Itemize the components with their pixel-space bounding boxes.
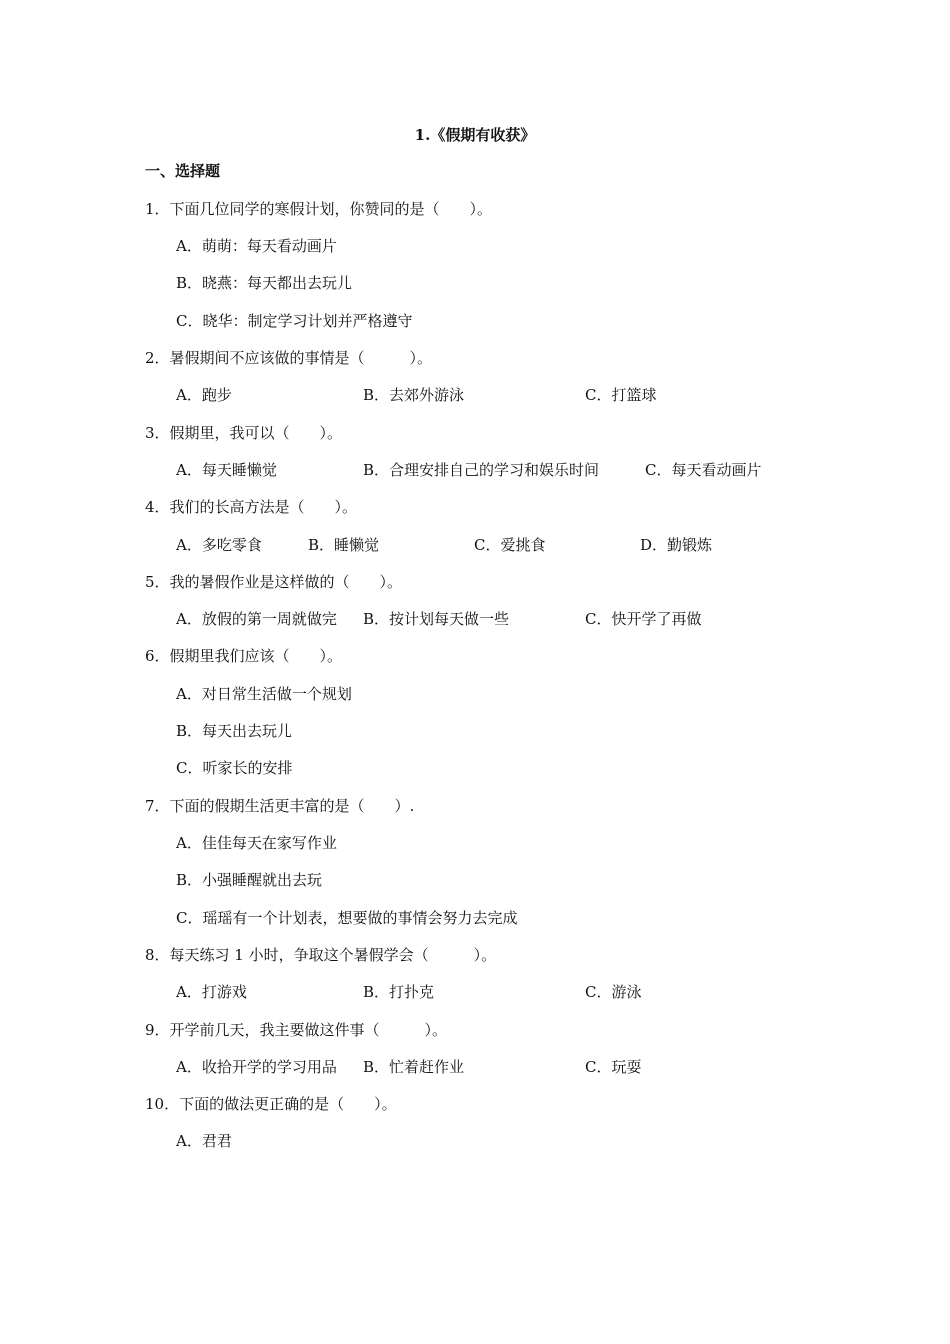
document-title: 1.《假期有收获》 — [414, 126, 536, 144]
question-9: 9．开学前几天，我主要做这件事（ ）。 — [145, 1021, 448, 1039]
q1-option-a: A．萌萌：每天看动画片 — [176, 237, 337, 255]
question-1: 1．下面几位同学的寒假计划，你赞同的是（ ）。 — [145, 200, 493, 218]
q3-option-a: A．每天睡懒觉 — [176, 461, 277, 479]
question-2: 2．暑假期间不应该做的事情是（ ）。 — [145, 349, 433, 367]
q8-option-b: B．打扑克 — [363, 983, 435, 1001]
q8-option-c: C．游泳 — [585, 983, 642, 1001]
q7-option-b: B．小强睡醒就出去玩 — [176, 871, 323, 889]
q9-option-a: A．收拾开学的学习用品 — [176, 1058, 337, 1076]
question-3: 3．假期里，我可以（ ）。 — [145, 424, 343, 442]
q1-option-c: C．晓华：制定学习计划并严格遵守 — [176, 312, 413, 330]
question-7: 7．下面的假期生活更丰富的是（ ）. — [145, 797, 415, 815]
q2-option-a: A．跑步 — [176, 386, 232, 404]
q4-option-a: A．多吃零食 — [176, 536, 262, 554]
q2-option-b: B．去郊外游泳 — [363, 386, 465, 404]
q6-option-a: A．对日常生活做一个规划 — [176, 685, 352, 703]
question-10: 10．下面的做法更正确的是（ ）。 — [145, 1095, 397, 1113]
q4-option-c: C．爱挑食 — [474, 536, 546, 554]
question-5: 5．我的暑假作业是这样做的（ ）。 — [145, 573, 403, 591]
q2-option-c: C．打篮球 — [585, 386, 657, 404]
q5-option-b: B．按计划每天做一些 — [363, 610, 510, 628]
q7-option-c: C．瑶瑶有一个计划表，想要做的事情会努力去完成 — [176, 909, 518, 927]
q5-option-c: C．快开学了再做 — [585, 610, 702, 628]
q7-option-a: A．佳佳每天在家写作业 — [176, 834, 337, 852]
q1-option-b: B．晓燕：每天都出去玩儿 — [176, 274, 353, 292]
q6-option-b: B．每天出去玩儿 — [176, 722, 293, 740]
q5-option-a: A．放假的第一周就做完 — [176, 610, 337, 628]
q10-option-a: A．君君 — [176, 1132, 232, 1150]
q9-option-c: C．玩耍 — [585, 1058, 642, 1076]
q6-option-c: C．听家长的安排 — [176, 759, 293, 777]
q4-option-b: B．睡懒觉 — [308, 536, 380, 554]
q9-option-b: B．忙着赶作业 — [363, 1058, 465, 1076]
question-6: 6．假期里我们应该（ ）。 — [145, 647, 343, 665]
section-heading: 一、选择题 — [145, 162, 221, 180]
q4-option-d: D．勤锻炼 — [640, 536, 713, 554]
q3-option-c: C．每天看动画片 — [645, 461, 762, 479]
question-8: 8．每天练习 1 小时，争取这个暑假学会（ ）。 — [145, 946, 497, 964]
q8-option-a: A．打游戏 — [176, 983, 247, 1001]
question-4: 4．我们的长高方法是（ ）。 — [145, 498, 358, 516]
q3-option-b: B．合理安排自己的学习和娱乐时间 — [363, 461, 600, 479]
